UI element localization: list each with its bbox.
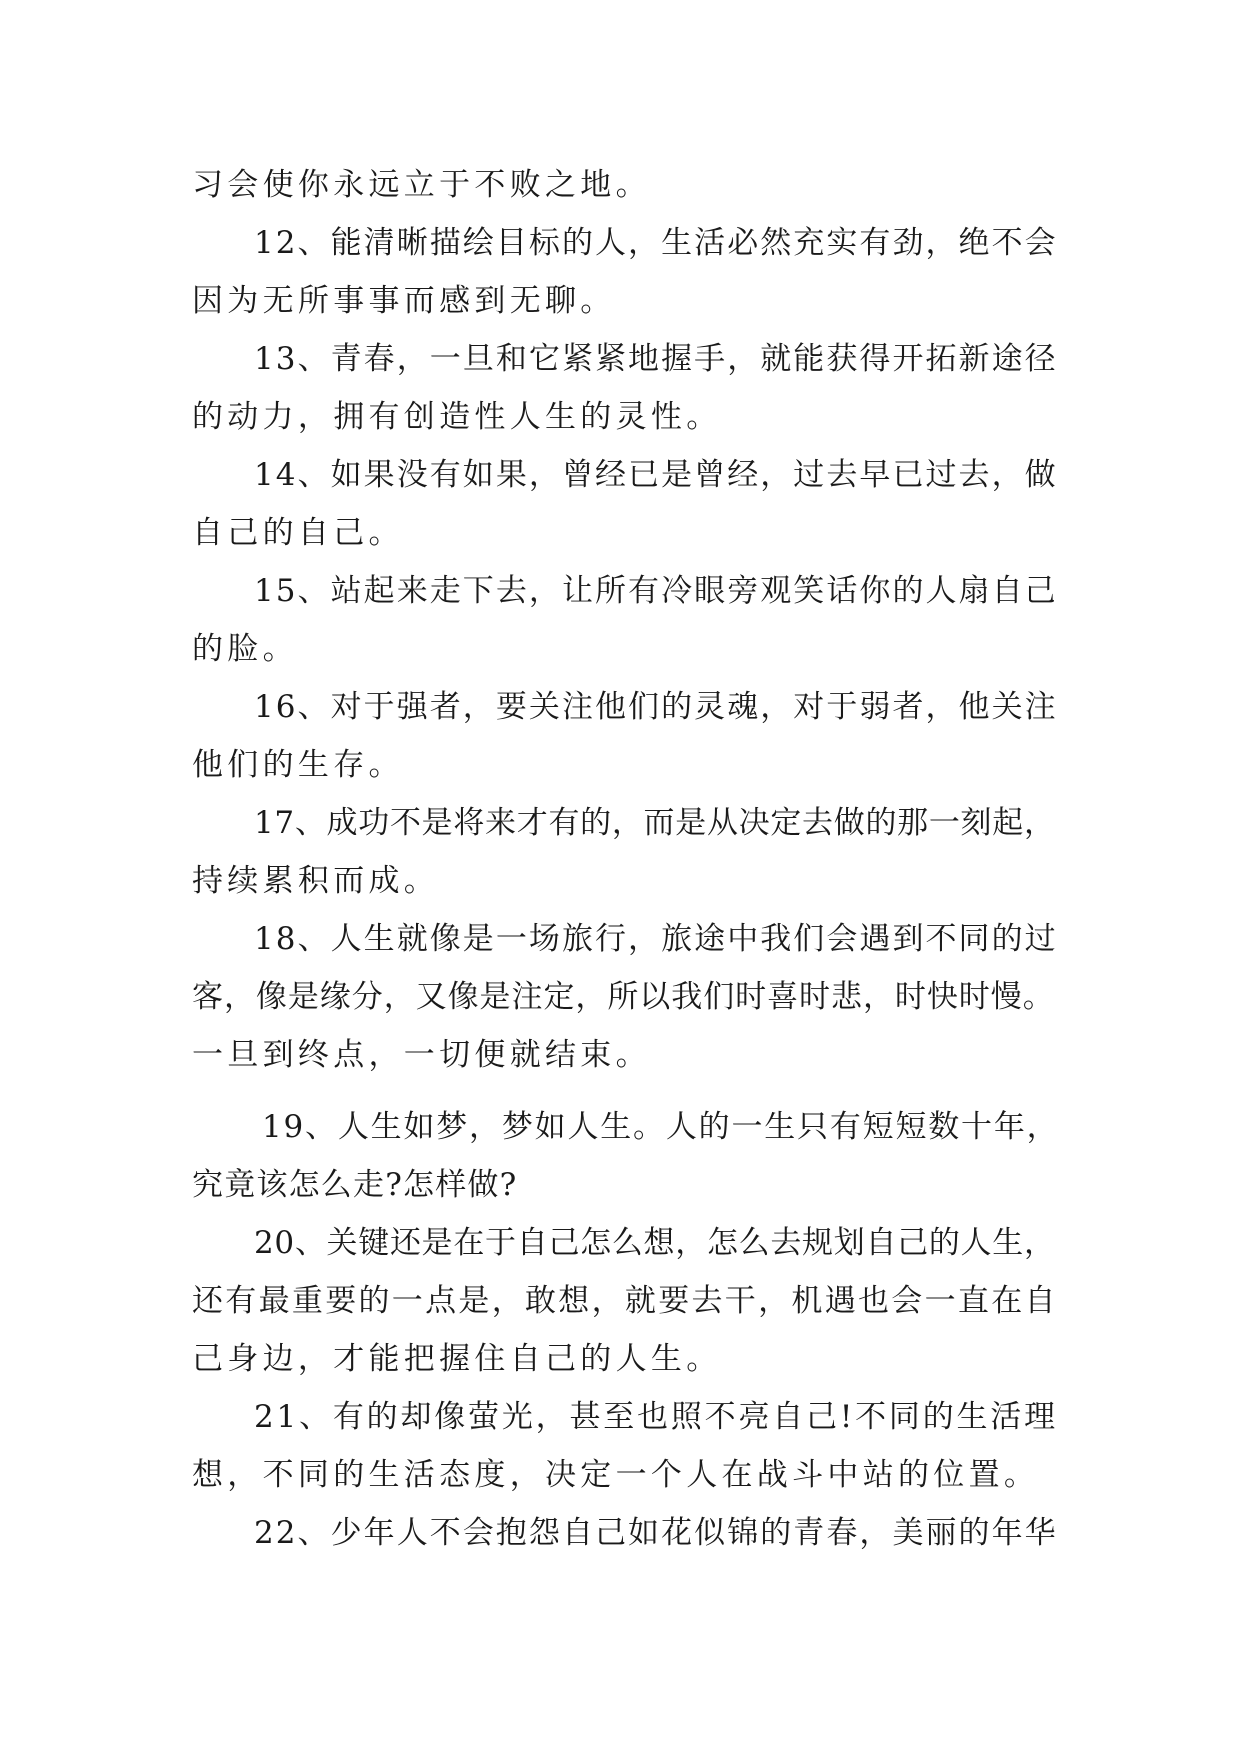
text-line: 习会使你永远立于不败之地。 xyxy=(192,167,651,203)
text-line: 客，像是缘分，又像是注定，所以我们时喜时悲，时快时慢。 xyxy=(192,979,1055,1015)
text-line: 他们的生存。 xyxy=(192,747,404,783)
paragraph-21-line: 21、有的却像萤光，甚至也照不亮自己!不同的生活理 xyxy=(254,1399,1058,1435)
paragraph-19-line: 19、人生如梦，梦如人生。人的一生只有短短数十年， xyxy=(262,1109,1060,1145)
paragraph-17-line: 17、成功不是将来才有的，而是从决定去做的那一刻起， xyxy=(254,805,1056,841)
text-line: 己身边，才能把握住自己的人生。 xyxy=(192,1341,722,1377)
paragraph-18-line: 18、人生就像是一场旅行，旅途中我们会遇到不同的过 xyxy=(254,921,1058,957)
text-line: 想，不同的生活态度，决定一个人在战斗中站的位置。 xyxy=(192,1457,1040,1493)
paragraph-20-line: 20、关键还是在于自己怎么想，怎么去规划自己的人生， xyxy=(254,1225,1056,1261)
paragraph-12-line: 12、能清晰描绘目标的人，生活必然充实有劲，绝不会 xyxy=(254,225,1058,261)
text-line: 因为无所事事而感到无聊。 xyxy=(192,283,616,319)
paragraph-22-line: 22、少年人不会抱怨自己如花似锦的青春，美丽的年华 xyxy=(254,1515,1058,1551)
text-line: 究竟该怎么走?怎样做? xyxy=(192,1167,518,1203)
paragraph-14-line: 14、如果没有如果，曾经已是曾经，过去早已过去，做 xyxy=(254,457,1058,493)
paragraph-16-line: 16、对于强者，要关注他们的灵魂，对于弱者，他关注 xyxy=(254,689,1058,725)
text-line: 自己的自己。 xyxy=(192,515,404,551)
text-line: 的脸。 xyxy=(192,631,298,667)
text-line: 一旦到终点，一切便就结束。 xyxy=(192,1037,651,1073)
paragraph-13-line: 13、青春，一旦和它紧紧地握手，就能获得开拓新途径 xyxy=(254,341,1058,377)
text-line: 还有最重要的一点是，敢想，就要去干，机遇也会一直在自 xyxy=(192,1283,1058,1319)
text-line: 的动力，拥有创造性人生的灵性。 xyxy=(192,399,722,435)
paragraph-15-line: 15、站起来走下去，让所有冷眼旁观笑话你的人扇自己 xyxy=(254,573,1058,609)
text-line: 持续累积而成。 xyxy=(192,863,440,899)
